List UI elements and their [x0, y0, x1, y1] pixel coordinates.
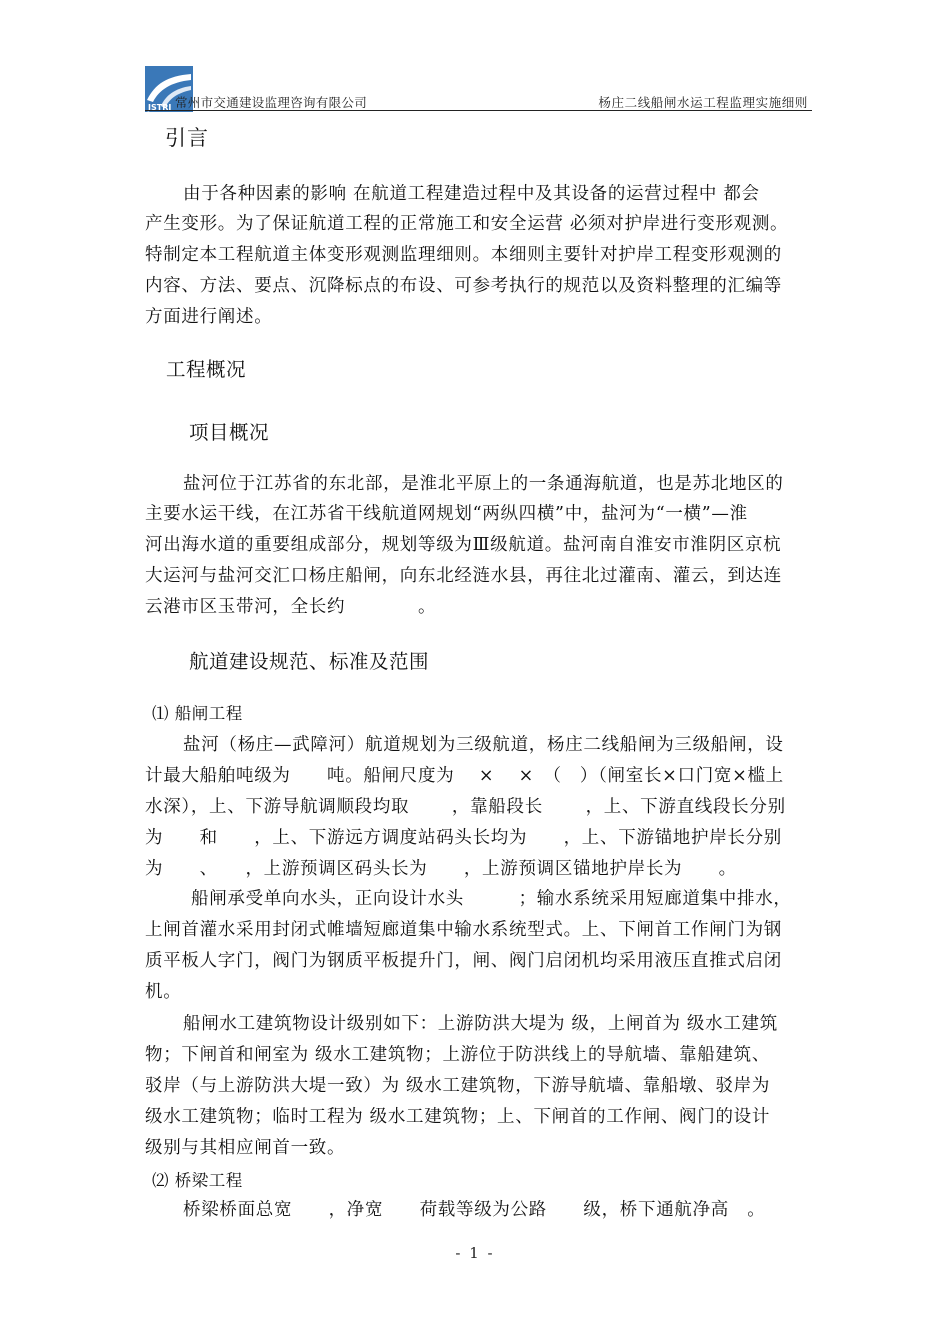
overview-heading: 工程概况	[166, 358, 247, 381]
header-rule	[145, 110, 812, 111]
grade-line-5: 级别与其相应闸首一致。	[145, 1138, 346, 1158]
document-title: 杨庄二线船闸水运工程监理实施细则	[598, 95, 808, 110]
intro-line-4: 内容、方法、要点、沉降标点的布设、可参考执行的规范以及资料整理的汇编等	[145, 276, 782, 296]
page-number: - 1 -	[455, 1244, 495, 1262]
lock-subheading: ⑴ 船闸工程	[152, 704, 243, 723]
project-line-4: 大运河与盐河交汇口杨庄船闸，向东北经涟水县，再往北过灌南、灌云，到达连	[145, 566, 782, 586]
lock-line-3: 水深），上、下游导航调顺段均取 ，靠船段长 ，上、下游直线段长分别	[145, 797, 786, 817]
project-line-5: 云港市区玉带河，全长约 。	[145, 597, 437, 617]
water-line-3: 质平板人字门，阀门为钢质平板提升门，闸、阀门启闭机均采用液压直推式启闭	[145, 951, 782, 971]
grade-line-2: 物；下闸首和闸室为 级水工建筑物；上游位于防洪线上的导航墙、靠船建筑、	[145, 1045, 771, 1065]
lock-line-5: 为 、 ，上游预调区码头长为 ，上游预调区锚地护岸长为 。	[145, 859, 737, 879]
bridge-line: 桥梁桥面总宽 ，净宽 荷载等级为公路 级，桥下通航净高 。	[183, 1200, 766, 1220]
grade-line-4: 级水工建筑物；临时工程为 级水工建筑物；上、下闸首的工作闸、阀门的设计	[145, 1107, 771, 1127]
company-name: 常州市交通建设监理咨询有限公司	[175, 95, 368, 110]
svg-text:JSTRI: JSTRI	[148, 103, 172, 112]
water-line-2: 上闸首灌水采用封闭式帷墙短廊道集中输水系统型式。上、下闸首工作闸门为钢	[145, 920, 782, 940]
lock-line-1: 盐河（杨庄—武障河）航道规划为三级航道，杨庄二线船闸为三级船闸，设	[183, 735, 784, 755]
project-line-3: 河出海水道的重要组成部分，规划等级为Ⅲ级航道。盐河南自淮安市淮阴区京杭	[145, 535, 782, 555]
project-overview-heading: 项目概况	[189, 421, 270, 444]
bridge-subheading: ⑵ 桥梁工程	[152, 1171, 243, 1190]
standards-heading: 航道建设规范、标准及范围	[189, 650, 430, 673]
intro-line-3: 特制定本工程航道主体变形观测监理细则。本细则主要针对护岸工程变形观测的	[145, 245, 782, 265]
water-line-1: 船闸承受单向水头，正向设计水头 ；输水系统采用短廊道集中排水，	[191, 889, 792, 909]
intro-heading: 引言	[165, 126, 209, 150]
lock-line-2: 计最大船舶吨级为 吨。船闸尺度为 × × （ ）（闸室长×口门宽×槛上	[145, 766, 784, 786]
page-header	[145, 66, 812, 112]
intro-line-2: 产生变形。为了保证航道工程的正常施工和安全运营 必须对护岸进行变形观测。	[145, 214, 789, 234]
grade-line-1: 船闸水工建筑物设计级别如下：上游防洪大堤为 级，上闸首为 级水工建筑	[183, 1014, 778, 1034]
water-line-4: 机。	[145, 982, 182, 1002]
project-line-1: 盐河位于江苏省的东北部，是淮北平原上的一条通海航道，也是苏北地区的	[183, 474, 784, 494]
intro-line-1: 由于各种因素的影响 在航道工程建造过程中及其设备的运营过程中 都会	[183, 184, 760, 204]
lock-line-4: 为 和 ，上、下游远方调度站码头长均为 ，上、下游锚地护岸长分别	[145, 828, 782, 848]
project-line-2: 主要水运干线，在江苏省干线航道网规划“两纵四横”中，盐河为“一横”—淮	[145, 504, 748, 524]
intro-line-5: 方面进行阐述。	[145, 307, 273, 327]
grade-line-3: 驳岸（与上游防洪大堤一致）为 级水工建筑物，下游导航墙、靠船墩、驳岸为	[145, 1076, 771, 1096]
